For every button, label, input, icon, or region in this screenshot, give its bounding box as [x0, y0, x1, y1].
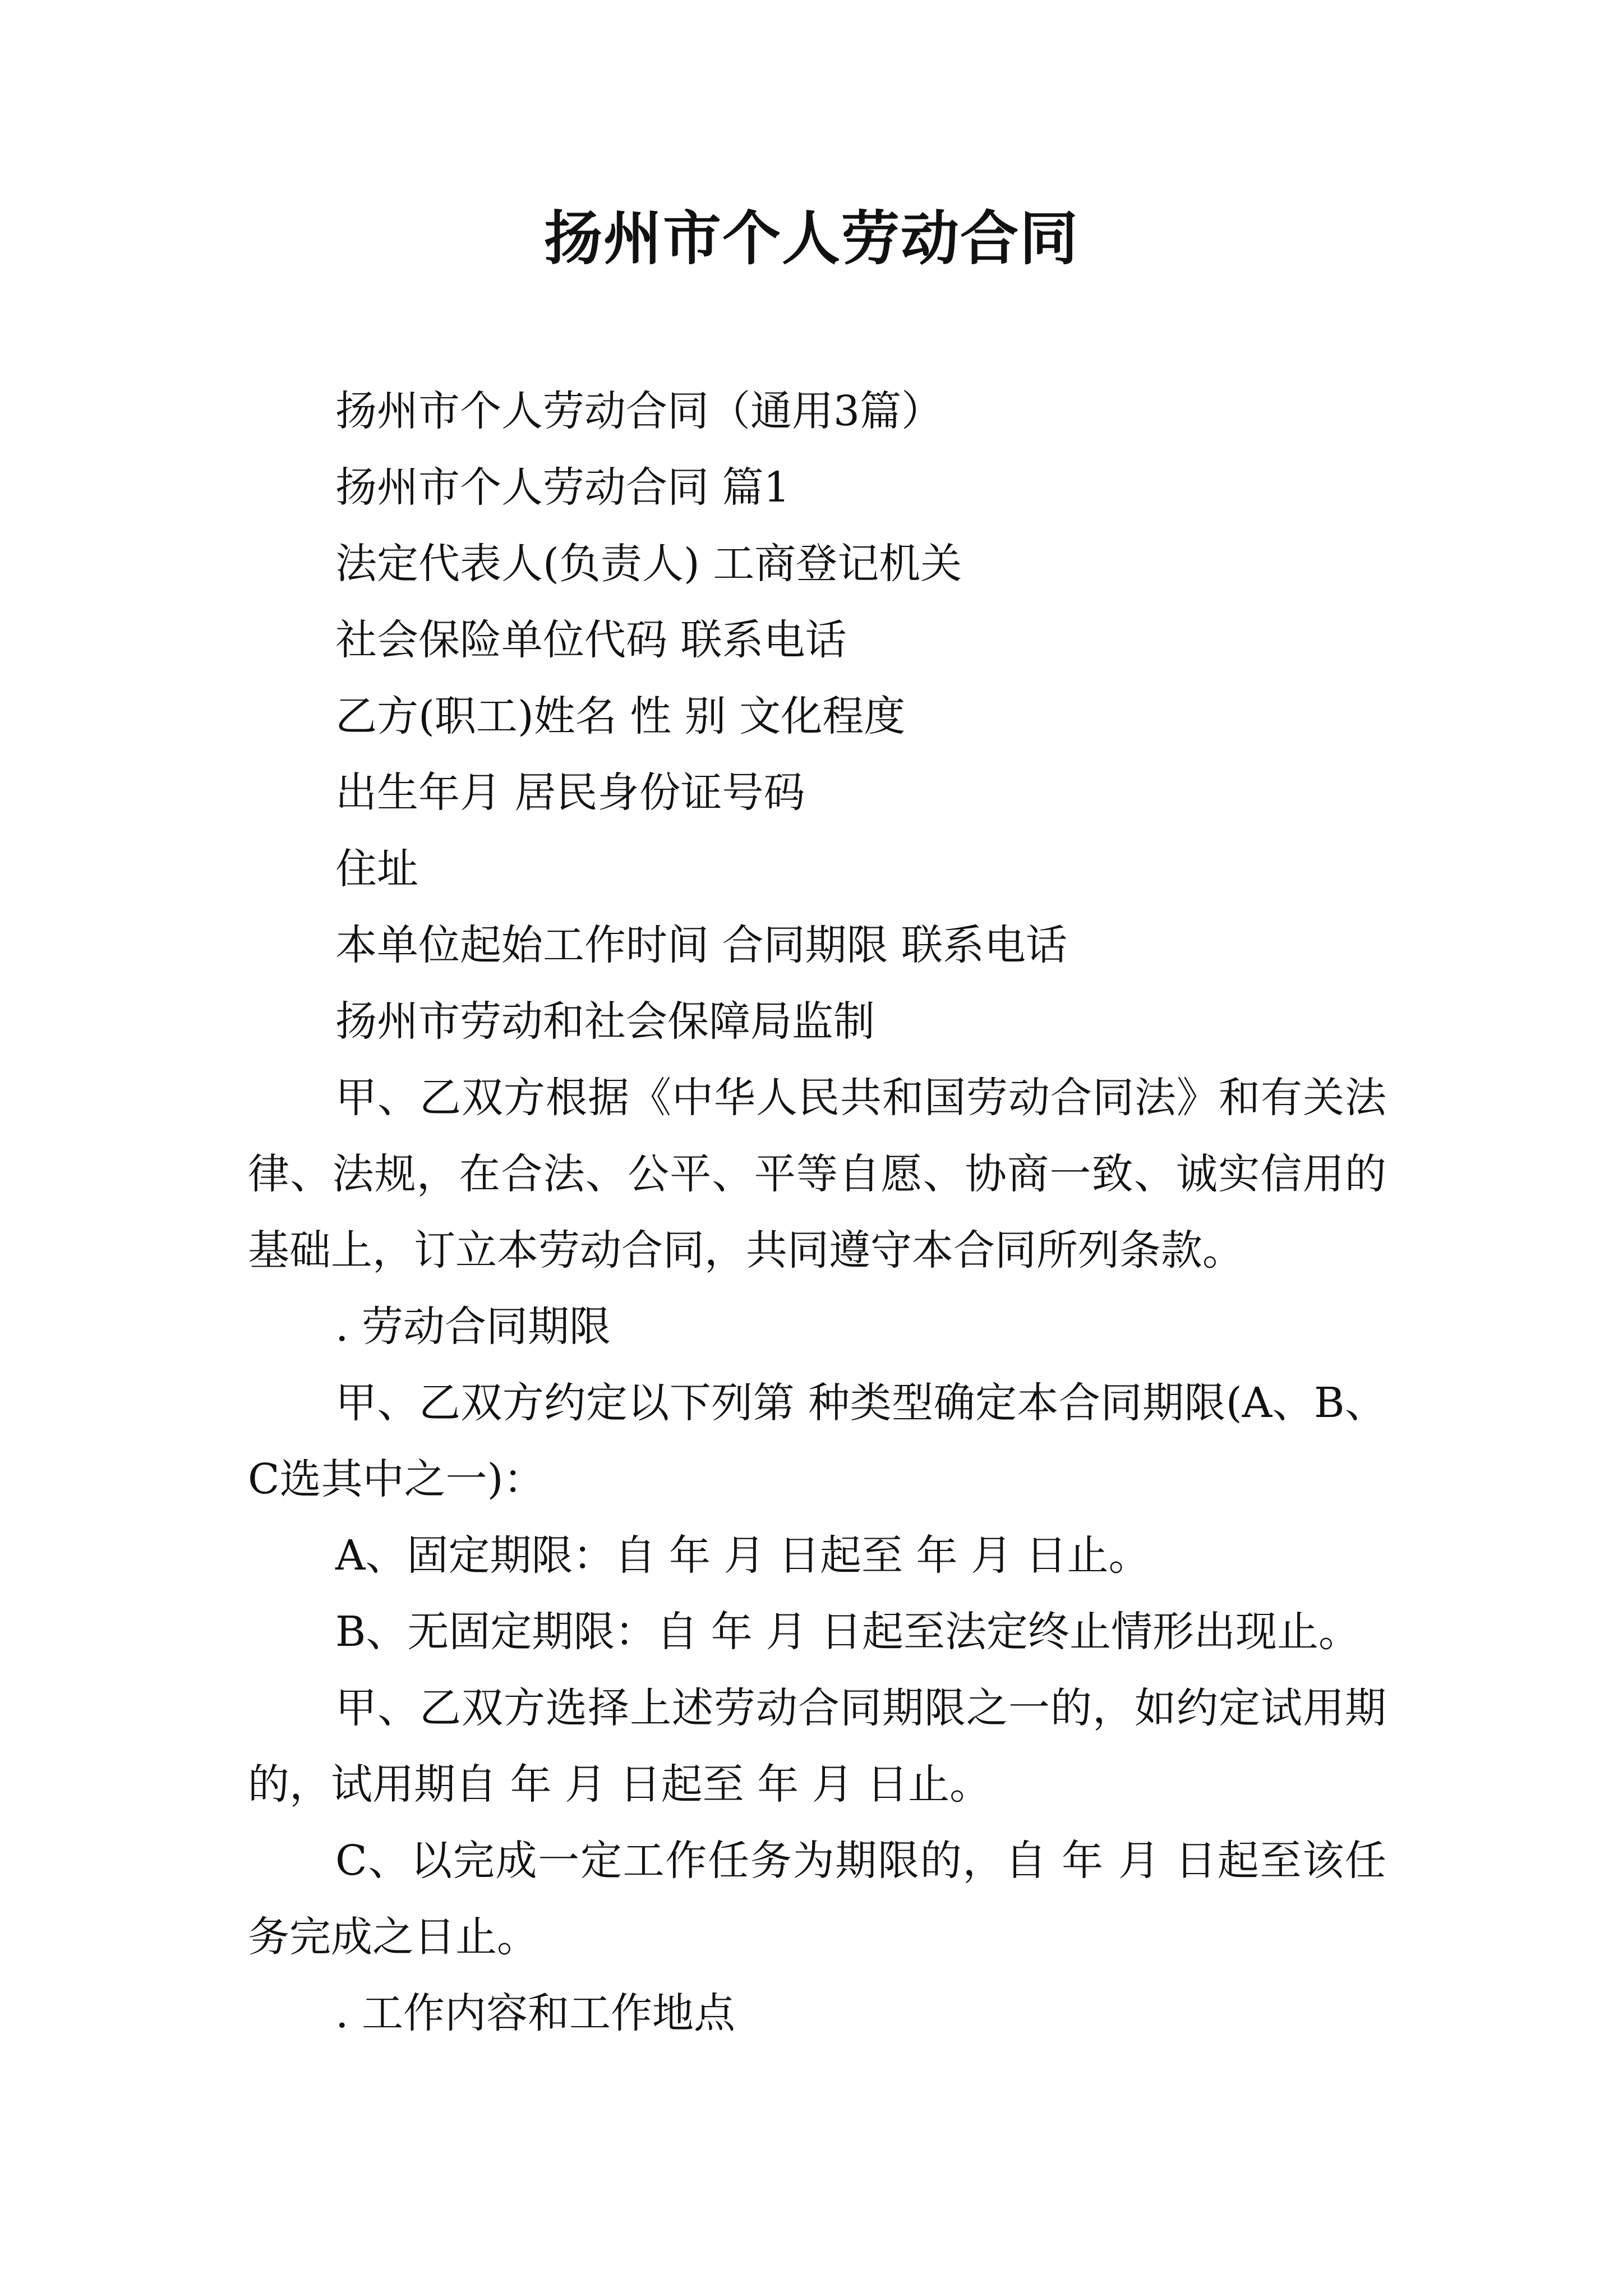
- paragraph-option-c: C、以完成一定工作任务为期限的，自 年 月 日起至该任务完成之日止。: [248, 1837, 1386, 1961]
- paragraph-contract-heading: 扬州市个人劳动合同 篇1: [335, 463, 790, 512]
- paragraph-supervisor: 扬州市劳动和社会保障局监制: [335, 997, 875, 1046]
- paragraph-option-a: A、固定期限：自 年 月 日起至 年 月 日止。: [335, 1531, 1150, 1580]
- paragraph-address: 住址: [335, 845, 418, 893]
- document-body: [248, 373, 1386, 2051]
- paragraph-social-insurance: 社会保险单位代码 联系电话: [335, 616, 847, 664]
- paragraph-birth-id: 出生年月 居民身份证号码: [335, 769, 805, 817]
- paragraph-option-b: B、无固定期限：自 年 月 日起至法定终止情形出现止。: [335, 1608, 1360, 1656]
- section-heading-work: . 工作内容和工作地点: [335, 1989, 736, 2037]
- paragraph-subtitle: 扬州市个人劳动合同（通用3篇）: [335, 387, 943, 435]
- paragraph-start-time: 本单位起始工作时间 合同期限 联系电话: [335, 921, 1068, 969]
- paragraph-probation: 甲、乙双方选择上述劳动合同期限之一的，如约定试用期的，试用期自 年 月 日起至 年 月 日止。: [248, 1684, 1386, 1809]
- paragraph-term-type: 甲、乙双方约定以下列第 种类型确定本合同期限(A、B、C选其中之一)：: [248, 1379, 1386, 1503]
- document-title: 扬州市个人劳动合同: [543, 204, 1079, 273]
- paragraph-employee-name: 乙方(职工)姓名 性 别 文化程度: [335, 692, 906, 740]
- paragraph-preamble: 甲、乙双方根据《中华人民共和国劳动合同法》和有关法律、法规，在合法、公平、平等自愿、协商一致、诚实信用的基础上，订立本劳动合同，共同遵守本合同所列条款。: [248, 1074, 1386, 1274]
- paragraph-legal-representative: 法定代表人(负责人) 工商登记机关: [335, 540, 962, 588]
- section-heading-term: . 劳动合同期限: [335, 1303, 611, 1351]
